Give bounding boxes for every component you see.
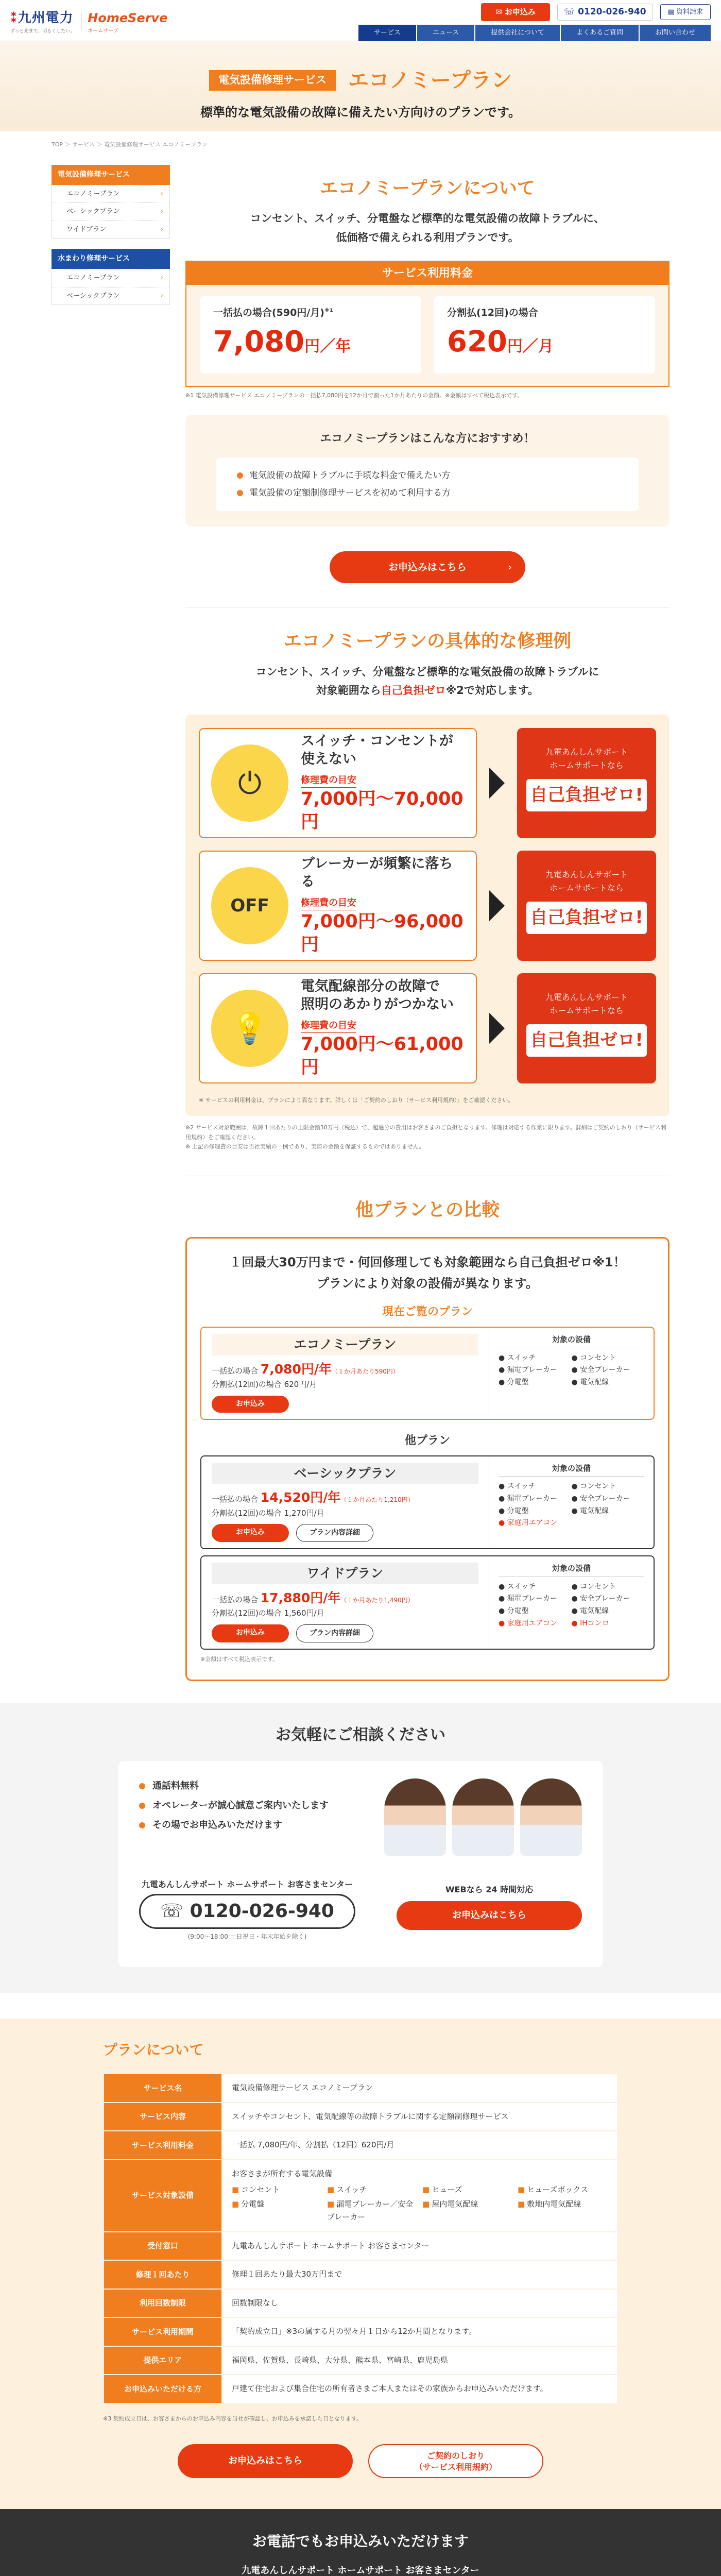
price-split-card (434, 296, 655, 374)
example-cost: 7,000円〜61,000円 (301, 1033, 464, 1078)
table-row (104, 2289, 617, 2318)
nav-contact[interactable]: お問い合わせ (640, 25, 711, 41)
sidebar-item-basic[interactable]: ベーシックプラン › (52, 202, 169, 221)
terms-button[interactable] (368, 2444, 543, 2478)
site-header (0, 0, 721, 41)
bulb-icon: 💡 (211, 990, 288, 1067)
operator-illustration (366, 1773, 582, 1856)
consult-center: 九電あんしんサポート ホームサポート お客さまセンター (141, 1879, 353, 1890)
target-lead: お客さまが所有する電気設備 (232, 2168, 333, 2178)
example-cost-label: 修理費の目安 (301, 1019, 356, 1033)
target-item: ■ ヒューズボックス (518, 2183, 608, 2197)
plan-items (499, 1581, 644, 1630)
target-grid (232, 2183, 608, 2224)
sidebar-group-electric[interactable]: 電気設備修理サービス (52, 165, 170, 185)
target-item: ■ 屋内電気配線 (422, 2198, 512, 2224)
about-plan-title: エコノミープランについて (320, 178, 535, 199)
examples-note2: ※2 サービス対象範囲は、故障１回あたりの上限金額30万円（税込）で、超過分の費用はお客さまのご負担となります。修理は対応する作業に限ります。詳細はご契約のしおり（サービス利用規約）をご確認ください。 (185, 1124, 666, 1141)
row-header: お申込みいただける方 (104, 2375, 222, 2403)
target-item: ● 電気配線 (571, 1607, 609, 1616)
logo[interactable] (10, 8, 167, 36)
recommend-item: 電気設備の故障トラブルに手頃な料金で備えたい方 (237, 467, 618, 484)
row-value: 電気設備修理サービス エコノミープラン (222, 2074, 617, 2103)
row-value: 九電あんしんサポート ホームサポート お客さまセンター (222, 2232, 617, 2261)
operator-icon (452, 1778, 514, 1856)
about-apply-button[interactable]: お申込みはこちら (178, 2444, 353, 2478)
example-row (199, 973, 656, 1083)
sidebar-item-wide[interactable]: ワイドプラン › (52, 221, 169, 239)
result-line1: 九電あんしんサポート (545, 870, 628, 880)
plan-split: 1,560円/月 (284, 1608, 324, 1618)
example-result (517, 851, 656, 961)
nav-news[interactable]: ニュース (417, 25, 474, 41)
plan-apply-button[interactable]: お申込み (212, 1624, 289, 1642)
row-value: 修理１回あたり最大30万円まで (222, 2260, 617, 2289)
target-item: ● 家庭用エアコン (499, 1519, 557, 1528)
price-lump-sup: ※1 (324, 308, 333, 314)
arrow-right-icon (489, 768, 505, 799)
target-item: ■ スイッチ (327, 2183, 417, 2197)
example-row (199, 728, 656, 838)
plan-split-prefix: 分割払(12回)の場合 (212, 1380, 282, 1389)
price-lump-card (200, 296, 421, 374)
sidebar-item-water-basic[interactable]: ベーシックプラン › (52, 287, 169, 305)
target-item: ● コンセント (571, 1353, 616, 1362)
price-head: サービス利用料金 (186, 262, 668, 285)
consult-item: オペレーターが誠心誠意ご案内いたします (139, 1796, 582, 1816)
about-note: ※3 契約成立日は、お客さまからのお申込み内容を当社が確認し、お申込みを承諾した日となります。 (103, 2415, 362, 2422)
sidebar-item-economy[interactable]: エコノミープラン › (52, 185, 169, 203)
plan-card-basic (200, 1455, 655, 1550)
plan-detail-button[interactable]: プラン内容詳細 (296, 1624, 373, 1642)
example-row (199, 851, 656, 961)
sidebar-item-water-economy[interactable]: エコノミープラン › (52, 269, 169, 287)
global-nav (357, 25, 711, 41)
price-split-unit: 円／月 (507, 337, 554, 355)
homeserve-logo: HomeServe (88, 10, 168, 25)
compare-lead2: プランにより対象の設備が異なります。 (316, 1276, 539, 1291)
target-item: ● スイッチ (499, 1482, 536, 1491)
plan-name: ベーシックプラン (212, 1463, 478, 1484)
plan-split-prefix: 分割払(12回)の場合 (212, 1508, 282, 1518)
result-big: 自己負担ゼロ! (526, 1024, 647, 1057)
hero-subtitle: 標準的な電気設備の故障に備えたい方向けのプランです。 (200, 105, 521, 120)
arrow-right-icon (489, 890, 505, 921)
header-doc-label: 資料請求 (676, 8, 703, 16)
plan-lump-prefix: 一括払の場合 (212, 1366, 259, 1376)
row-header: サービス内容 (104, 2103, 222, 2131)
consult-section (0, 1703, 721, 1993)
example-result (517, 728, 656, 838)
examples-lead2c: ※2で対応します。 (445, 684, 539, 697)
plan-items (499, 1481, 644, 1530)
main-content (185, 165, 670, 1682)
nav-company[interactable]: 提供会社について (475, 25, 560, 41)
target-item: ■ ヒューズ (422, 2183, 512, 2197)
brand-tagline: ずっと先まで、明るくしたい。 (10, 29, 75, 34)
price-note: ※1 電気設備修理サービス エコノミープランの一括払7,080円を12か月で割った1か月あたりの金額。※金額はすべて税込表示です。 (185, 392, 523, 399)
target-item: ● 安全ブレーカー (571, 1494, 630, 1503)
plan-card-economy (200, 1327, 655, 1420)
compare-title: 他プランとの比較 (355, 1199, 500, 1221)
target-item: ● 家庭用エアコン (499, 1619, 557, 1628)
example-title2: 使えない (301, 751, 356, 767)
example-cost: 7,000円〜96,000円 (301, 911, 464, 956)
target-item: ● 漏電ブレーカー (499, 1366, 557, 1375)
example-cost-label: 修理費の目安 (301, 773, 356, 788)
compare-box (185, 1237, 670, 1681)
plan-lump: 17,880円/年 (260, 1590, 341, 1605)
table-row (104, 2232, 617, 2261)
target-item: ● 漏電ブレーカー (499, 1595, 557, 1603)
compare-lead1: １回最大30万円まで・何回修理しても対象範囲なら自己負担ゼロ※1！ (229, 1255, 626, 1270)
example-title: ブレーカーが頻繁に落ちる (301, 855, 453, 890)
row-value: 福岡県、佐賀県、長崎県、大分県、熊本県、宮崎県、鹿児島県 (222, 2346, 617, 2375)
row-value: 戸建て住宅および集合住宅の所有者さまご本人またはその家族からお申込みいただけます。 (222, 2375, 617, 2403)
plan-items (499, 1352, 644, 1389)
table-row (104, 2317, 617, 2346)
plan-card-wide (200, 1555, 655, 1650)
consult-apply-button[interactable]: お申込みはこちら (397, 1901, 582, 1930)
row-value: 「契約成立日」※3の属する月の翌々月１日から12か月間となります。 (222, 2317, 617, 2346)
footer-center: 九電あんしんサポート ホームサポート お客さまセンター (242, 2565, 479, 2576)
table-row (104, 2103, 617, 2131)
result-line1: 九電あんしんサポート (545, 992, 628, 1003)
outlet-icon: ⏻ (211, 744, 288, 822)
nav-service[interactable]: サービス (358, 25, 416, 41)
header-doc-button[interactable]: ▤ 資料請求 (660, 4, 711, 21)
homeserve-sub: ホームサーブ (88, 28, 118, 34)
terms-label1: ご契約のしおり (426, 2451, 485, 2461)
consult-title: お気軽にご相談ください (276, 1726, 445, 1744)
target-item: ■ 分電盤 (232, 2198, 322, 2224)
plan-lump: 14,520円/年 (260, 1490, 341, 1505)
row-header: サービス利用期間 (104, 2317, 222, 2346)
breaker-icon: OFF (211, 867, 288, 944)
target-item: ● 安全ブレーカー (571, 1595, 630, 1603)
example-title2: 照明のあかりがつかない (301, 996, 454, 1012)
target-item: ■ 敷地内電気配線 (518, 2198, 608, 2224)
recommend-item: 電気設備の定額制修理サービスを初めて利用する方 (237, 484, 618, 502)
target-item: ● 分電盤 (499, 1607, 529, 1616)
table-row (104, 2260, 617, 2289)
examples-note3: ※ 上記の修理費の目安は当社実績の一例であり、実際の金額を保証するものではありません。 (185, 1143, 425, 1150)
about-title: プランについて (103, 2041, 204, 2059)
row-header: 受付窓口 (104, 2232, 222, 2261)
arrow-right-icon (489, 1013, 505, 1044)
recommend-title: エコノミープランはこんな方におすすめ！ (320, 432, 535, 446)
about-plan-lead2: 低価格で備えられる利用プランです。 (336, 231, 519, 244)
row-header: サービス対象設備 (104, 2160, 222, 2232)
target-item: ● 電気配線 (571, 1506, 609, 1515)
target-item: ● スイッチ (499, 1582, 536, 1591)
price-split-label: 分割払(12回)の場合 (447, 307, 538, 318)
plan-split: 1,270円/月 (284, 1508, 324, 1518)
row-header: 利用回数制限 (104, 2289, 222, 2318)
row-header: サービス名 (104, 2074, 222, 2103)
other-plans-label: 他プラン (404, 1434, 450, 1447)
price-lump-label: 一括払の場合(590円/月) (213, 307, 324, 318)
target-label: 対象の設備 (499, 1563, 644, 1577)
header-tel-number: 0120-026-940 (578, 6, 646, 17)
examples-lead2a: 対象範囲なら (316, 684, 381, 697)
result-line2: ホームサポートなら (550, 883, 624, 893)
table-row (104, 2131, 617, 2160)
header-tel[interactable]: ☏ 0120-026-940 (557, 4, 653, 21)
target-item: ● スイッチ (499, 1353, 536, 1362)
result-big: 自己負担ゼロ! (526, 902, 647, 934)
examples-title: エコノミープランの具体的な修理例 (283, 631, 572, 652)
hero-badge: 電気設備修理サービス (209, 70, 336, 91)
target-item: ● 分電盤 (499, 1378, 529, 1387)
operator-icon (520, 1778, 582, 1856)
price-split-value: 620 (447, 325, 507, 359)
terms-label2: （サービス利用規約） (414, 2462, 497, 2472)
table-row (104, 2346, 617, 2375)
apply-cta-button[interactable]: お申込みはこちら › (330, 551, 525, 583)
table-row (104, 2375, 617, 2403)
compare-note: ※金額はすべて税込表示です。 (200, 1655, 279, 1663)
examples-lead1: コンセント、スイッチ、分電盤など標準的な電気設備の故障トラブルに (255, 665, 599, 678)
price-box (185, 261, 670, 387)
target-label: 対象の設備 (499, 1334, 644, 1348)
footer (0, 2509, 721, 2576)
target-item: ■ 漏電ブレーカー／安全ブレーカー (327, 2198, 417, 2224)
target-item: ● 安全ブレーカー (571, 1366, 630, 1375)
consult-item: その場でお申込みいただけます (139, 1816, 582, 1835)
table-row (104, 2160, 617, 2232)
row-header: 提供エリア (104, 2346, 222, 2375)
consult-item: 通話料無料 (139, 1776, 582, 1796)
result-big: 自己負担ゼロ! (526, 779, 647, 811)
about-table (103, 2073, 618, 2404)
consult-hours: (9:00〜18:00 土日祝日・年末年始を除く) (187, 1933, 307, 1941)
row-value: 一括払 7,080円/年、分割払（12回）620円/月 (222, 2131, 617, 2160)
table-row (104, 2074, 617, 2103)
page-title: エコノミープラン (348, 69, 512, 92)
consult-tel[interactable]: ☏ 0120-026-940 (139, 1894, 355, 1929)
example-cost-label: 修理費の目安 (301, 896, 356, 910)
examples-lead2b: 自己負担ゼロ (381, 684, 446, 697)
target-item: ● 漏電ブレーカー (499, 1494, 557, 1503)
price-lump-value: 7,080 (213, 325, 305, 359)
sidebar-group-water[interactable]: 水まわり修理サービス (52, 249, 170, 269)
plan-split-prefix: 分割払(12回)の場合 (212, 1608, 282, 1618)
footer-title: お電話でもお申込みいただけます (252, 2533, 469, 2550)
plan-name: ワイドプラン (212, 1563, 478, 1584)
plan-lump: 7,080円/年 (260, 1361, 332, 1377)
nav-faq[interactable]: よくあるご質問 (561, 25, 639, 41)
target-item: ● 分電盤 (499, 1506, 529, 1515)
target-item: ● 電気配線 (571, 1378, 609, 1387)
result-line2: ホームサポートなら (550, 760, 624, 770)
example-result (517, 973, 656, 1083)
breadcrumb[interactable]: TOP ＞ サービス ＞ 電気設備修理サービス エコノミープラン (52, 141, 208, 148)
example-cost: 7,000円〜70,000円 (301, 788, 464, 833)
plan-split: 620円/月 (284, 1380, 317, 1389)
target-item: ● IHコンロ (571, 1619, 609, 1628)
row-value: スイッチやコンセント、電気配線等の故障トラブルに関する定額制修理サービス (222, 2103, 617, 2131)
plan-detail-button[interactable]: プラン内容詳細 (296, 1524, 373, 1542)
price-lump-unit: 円／年 (304, 337, 351, 355)
plan-lump-month: （１か月あたり1,490円） (340, 1596, 414, 1604)
result-line2: ホームサポートなら (550, 1005, 624, 1015)
plan-apply-button[interactable]: お申込み (212, 1396, 289, 1413)
header-apply-button[interactable]: ✉ お申込み (481, 3, 550, 21)
header-apply-label: お申込み (504, 7, 536, 16)
target-label: 対象の設備 (499, 1463, 644, 1477)
plan-apply-button[interactable]: お申込み (212, 1524, 289, 1542)
plan-lump-prefix: 一括払の場合 (212, 1495, 259, 1504)
plan-lump-prefix: 一括払の場合 (212, 1595, 259, 1604)
examples-list (185, 715, 670, 1116)
current-plan-label: 現在ご覧のプラン (382, 1306, 473, 1319)
plan-lump-month: （１か月あたり1,210円） (340, 1496, 414, 1504)
operator-icon (384, 1778, 446, 1856)
consult-tel-number: 0120-026-940 (190, 1901, 334, 1922)
example-title: 電気配線部分の故障で (301, 978, 440, 994)
about-plan-lead1: コンセント、スイッチ、分電盤など標準的な電気設備の故障トラブルに、 (250, 212, 605, 225)
target-item: ■ コンセント (232, 2183, 322, 2197)
examples-note1: ※ サービスの利用料金は、プランにより異なります。詳しくは「ご契約のしおり（サービス利用規約）」をご確認ください。 (199, 1097, 514, 1104)
plan-lump-month: （１か月あたり590円） (332, 1367, 399, 1375)
sidebar (52, 165, 185, 1682)
consult-web-label: WEBなら 24 時間対応 (445, 1885, 534, 1895)
result-line1: 九電あんしんサポート (545, 747, 628, 757)
row-header: 修理１回あたり (104, 2260, 222, 2289)
recommend-box (185, 415, 670, 527)
target-item: ● コンセント (571, 1482, 616, 1491)
row-value: 回数制限なし (222, 2289, 617, 2318)
target-item: ● コンセント (571, 1582, 616, 1591)
kyuden-logo: ⁑九州電力 (10, 10, 74, 26)
example-title: スイッチ・コンセントが (301, 733, 453, 749)
hero (0, 41, 721, 131)
plan-name: エコノミープラン (212, 1334, 478, 1355)
about-section (0, 2019, 721, 2509)
row-header: サービス利用料金 (104, 2131, 222, 2160)
